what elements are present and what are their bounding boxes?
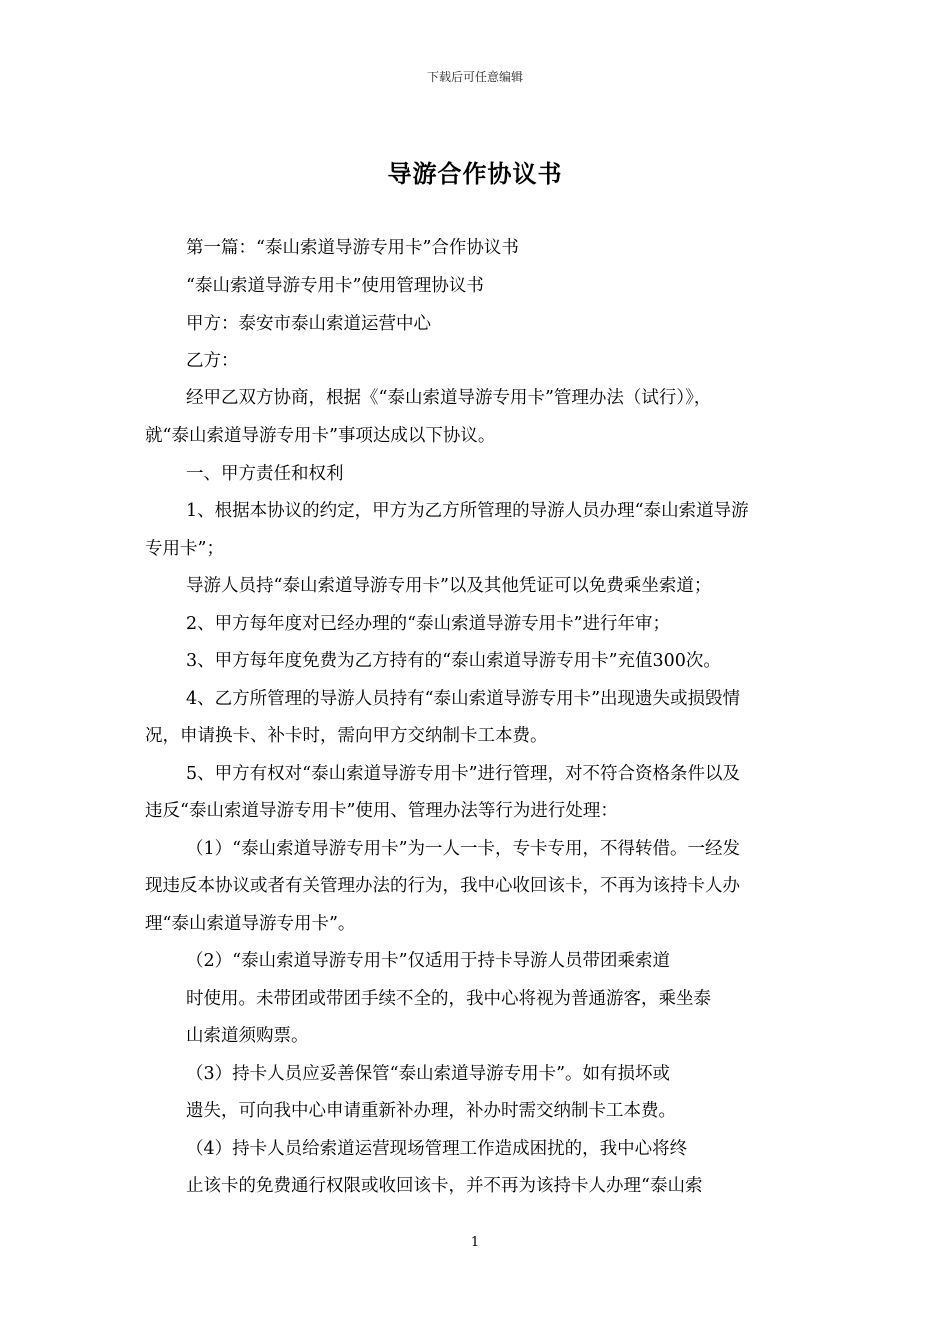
body-line: 2、甲方每年度对已经办理的“泰山索道导游专用卡”进行年审； xyxy=(186,614,671,634)
body-line: 第一篇：“泰山索道导游专用卡”合作协议书 xyxy=(186,238,519,258)
body-line: 专用卡”； xyxy=(145,539,224,559)
body-line: （2）“泰山索道导游专用卡”仅适用于持卡导游人员带团乘索道 xyxy=(186,951,671,971)
body-line: 1、根据本协议的约定，甲方为乙方所管理的导游人员办理“泰山索道导游 xyxy=(186,501,749,521)
body-line: 经甲乙双方协商，根据《“泰山索道导游专用卡”管理办法（试行）》， xyxy=(186,388,712,408)
body-line: 导游人员持“泰山索道导游专用卡”以及其他凭证可以免费乘坐索道； xyxy=(186,576,712,596)
section-heading: 一、甲方责任和权利 xyxy=(186,464,344,484)
body-line: 止该卡的免费通行权限或收回该卡，并不再为该持卡人办理“泰山索 xyxy=(186,1176,703,1196)
body-line: 山索道须购票。 xyxy=(186,1026,309,1046)
body-line: （3）持卡人员应妥善保管“泰山索道导游专用卡”。如有损坏或 xyxy=(186,1064,671,1084)
body-line: 理“泰山索道导游专用卡”。 xyxy=(145,914,356,934)
body-line: 4、乙方所管理的导游人员持有“泰山索道导游专用卡”出现遗失或损毁情 xyxy=(186,689,741,709)
body-line: 况，申请换卡、补卡时，需向甲方交纳制卡工本费。 xyxy=(145,726,548,746)
body-line: （1）“泰山索道导游专用卡”为一人一卡，专卡专用，不得转借。一经发 xyxy=(186,839,741,859)
body-line: 就“泰山索道导游专用卡”事项达成以下协议。 xyxy=(145,426,496,446)
document-title: 导游合作协议书 xyxy=(387,159,563,188)
page-header: 下载后可任意编辑 xyxy=(426,70,523,84)
body-line: 甲方：泰安市泰山索道运营中心 xyxy=(186,314,431,334)
body-line: 时使用。未带团或带团手续不全的，我中心将视为普通游客，乘坐泰 xyxy=(186,989,711,1009)
body-line: 5、甲方有权对“泰山索道导游专用卡”进行管理，对不符合资格条件以及 xyxy=(186,764,741,784)
body-line: 现违反本协议或者有关管理办法的行为，我中心收回该卡，不再为该持卡人办 xyxy=(145,876,740,896)
page-number: 1 xyxy=(470,1235,480,1250)
body-line: （4）持卡人员给索道运营现场管理工作造成困扰的，我中心将终 xyxy=(186,1139,688,1159)
body-line: 遗失，可向我中心申请重新补办理，补办时需交纳制卡工本费。 xyxy=(186,1101,676,1121)
body-line: 乙方： xyxy=(186,351,239,371)
body-line: 3、甲方每年度免费为乙方持有的“泰山索道导游专用卡”充值300次。 xyxy=(186,651,721,671)
body-line: “泰山索道导游专用卡”使用管理协议书 xyxy=(186,276,484,296)
body-line: 违反“泰山索道导游专用卡”使用、管理办法等行为进行处理： xyxy=(145,801,618,821)
